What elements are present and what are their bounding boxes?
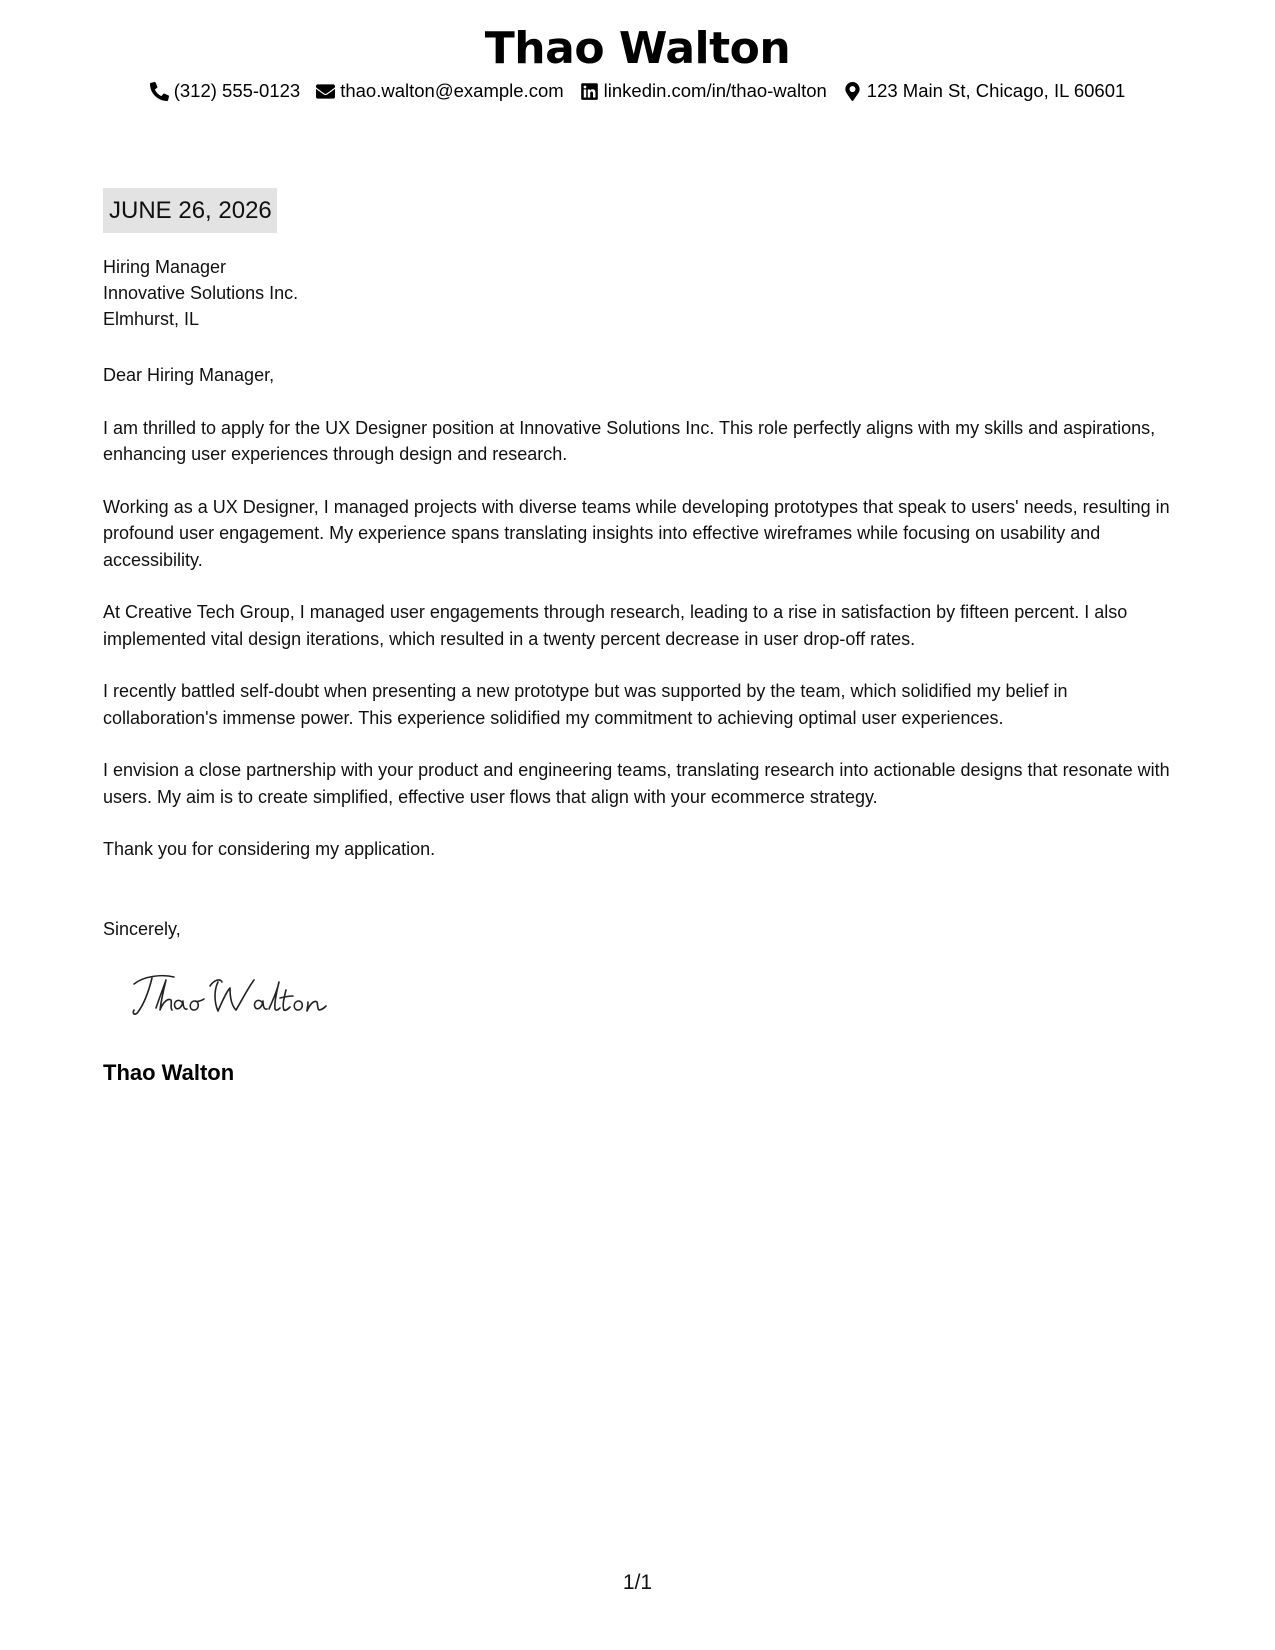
contact-linkedin xyxy=(580,78,827,104)
linkedin-icon xyxy=(580,82,599,101)
recipient-company: Innovative Solutions Inc. xyxy=(103,283,299,303)
applicant-name-heading: Thao Walton xyxy=(484,23,791,74)
map-pin-icon xyxy=(843,82,862,101)
page-number: 1/1 xyxy=(622,1571,653,1594)
envelope-icon xyxy=(316,82,335,101)
email-text: thao.walton@example.com xyxy=(340,80,564,101)
body-paragraph-4: I recently battled self-doubt when presenting a new prototype but was supported by the team, which solidified my belief in collaboration's immense power. This experience solidified my commitment to achieving optimal user experiences. xyxy=(103,681,1068,728)
body-paragraph-1: I am thrilled to apply for the UX Designer position at Innovative Solutions Inc. This role perfectly aligns with my skills and aspirations, enhancing user experiences through design and research. xyxy=(103,417,1156,464)
contact-address xyxy=(843,78,1126,104)
recipient-block xyxy=(103,254,298,332)
recipient-location: Elmhurst, IL xyxy=(103,309,200,329)
phone-icon xyxy=(150,82,169,101)
recipient-title: Hiring Manager xyxy=(103,257,227,277)
contact-phone xyxy=(150,78,301,104)
letter-body xyxy=(103,362,1178,889)
body-paragraph-5: I envision a close partnership with your product and engineering teams, translating research into actionable designs that resonate with users. My aim is to create simplified, effective user flows that align with your ecommerce strategy. xyxy=(103,760,1170,807)
closing: Sincerely, xyxy=(103,919,181,939)
salutation: Dear Hiring Manager, xyxy=(103,365,275,385)
body-paragraph-2: Working as a UX Designer, I managed projects with diverse teams while developing prototypes that speak to users' needs, resulting in profound user engagement. My experience spans translating insights into effective wireframes while focusing on usability and accessibility. xyxy=(103,496,1170,570)
signer-name: Thao Walton xyxy=(103,1060,235,1085)
letter-date: JUNE 26, 2026 xyxy=(103,188,277,233)
signature-image xyxy=(130,968,340,1022)
body-paragraph-3: At Creative Tech Group, I managed user engagements through research, leading to a rise in satisfaction by fifteen percent. I also implemented vital design iterations, which resulted in a twenty percent decrease in user drop-off rates. xyxy=(103,602,1128,649)
phone-text: (312) 555-0123 xyxy=(173,80,301,101)
contact-email xyxy=(316,78,563,104)
signature xyxy=(130,968,340,1022)
contact-bar xyxy=(0,78,1275,104)
linkedin-text: linkedin.com/in/thao-walton xyxy=(603,80,827,101)
address-text: 123 Main St, Chicago, IL 60601 xyxy=(866,80,1126,101)
body-paragraph-6: Thank you for considering my application. xyxy=(103,839,436,859)
